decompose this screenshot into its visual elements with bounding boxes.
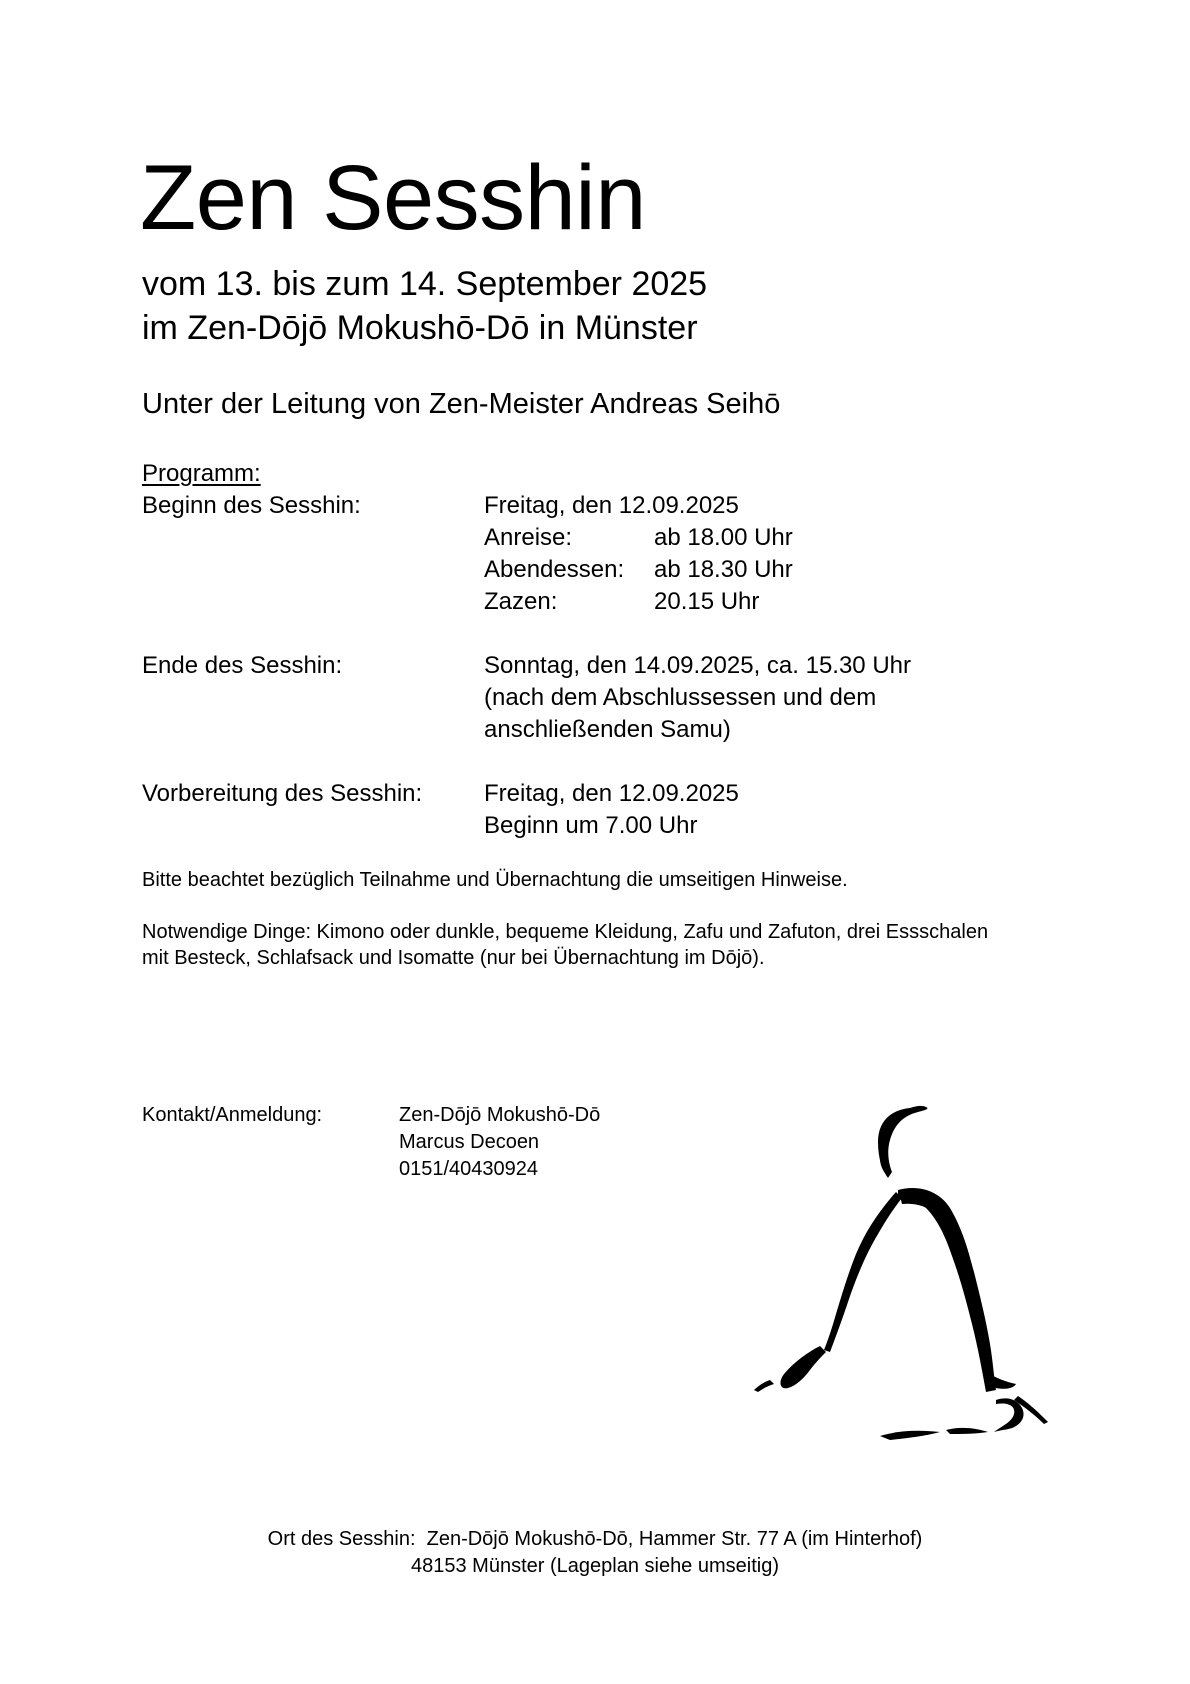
program-start-value [484, 490, 911, 618]
event-leader: Unter der Leitung von Zen-Meister Andreas Seihō [142, 388, 781, 420]
footer-location [0, 1526, 1190, 1580]
program-end-label: Ende des Sesshin: [142, 652, 343, 679]
program-start-item [484, 586, 911, 618]
program-start-item-key: Zazen: [484, 588, 558, 615]
program-start-item-key: Abendessen: [484, 556, 625, 583]
contact-phone: 0151/40430924 [399, 1158, 539, 1180]
event-dates: vom 13. bis zum 14. September 2025 [142, 265, 708, 303]
program-start-item [484, 522, 911, 554]
program-prep-row [142, 778, 739, 842]
spacer [142, 618, 569, 650]
program-heading: Programm: [142, 460, 261, 487]
seated-monk-ink-drawing-icon [750, 1100, 1080, 1450]
contact-organization: Zen-Dōjō Mokushō-Dō [399, 1104, 601, 1126]
participation-hint: Bitte beachtet bezüglich Teilnahme und Übernachtung die umseitigen Hinweise. [142, 869, 848, 891]
program-end-line: anschließenden Samu) [484, 716, 731, 743]
page-title: Zen Sesshin [140, 147, 646, 249]
required-items: Notwendige Dinge: Kimono oder dunkle, bequeme Kleidung, Zafu und Zafuton, drei Essschalen mit Besteck, Schlafsack und Isomatte (nur bei Übernachtung im Dōjō). [142, 921, 989, 969]
program-prep-value [484, 778, 911, 842]
notes-section [142, 867, 1002, 997]
footer-address: Ort des Sesshin: Zen-Dōjō Mokushō-Dō, Hammer Str. 77 A (im Hinterhof) [267, 1528, 923, 1550]
event-location: im Zen-Dōjō Mokushō-Dō in Münster [142, 309, 698, 347]
program-end-row [142, 650, 911, 746]
contact-section [142, 1102, 601, 1183]
program-start-row [142, 490, 793, 618]
program-start-label: Beginn des Sesshin: [142, 492, 361, 519]
program-end-line: Sonntag, den 14.09.2025, ca. 15.30 Uhr [484, 652, 911, 679]
footer-city: 48153 Münster (Lageplan siehe umseitig) [411, 1555, 779, 1577]
program-prep-label: Vorbereitung des Sesshin: [142, 780, 423, 807]
program-prep-line: Freitag, den 12.09.2025 [484, 780, 739, 807]
program-start-item [484, 554, 911, 586]
event-subtitle [142, 262, 707, 350]
program-end-value [484, 650, 911, 746]
program-start-item-key: Anreise: [484, 524, 573, 551]
program-start-item-value: ab 18.00 Uhr [654, 524, 793, 551]
program-start-date: Freitag, den 12.09.2025 [484, 492, 739, 519]
program-section [142, 458, 911, 842]
program-start-item-value: ab 18.30 Uhr [654, 556, 793, 583]
spacer [142, 746, 569, 778]
program-end-line: (nach dem Abschlussessen und dem [484, 684, 877, 711]
program-start-item-value: 20.15 Uhr [654, 588, 760, 615]
contact-label: Kontakt/Anmeldung: [142, 1104, 323, 1126]
program-prep-line: Beginn um 7.00 Uhr [484, 812, 698, 839]
contact-person: Marcus Decoen [399, 1131, 540, 1153]
contact-details [399, 1102, 600, 1183]
